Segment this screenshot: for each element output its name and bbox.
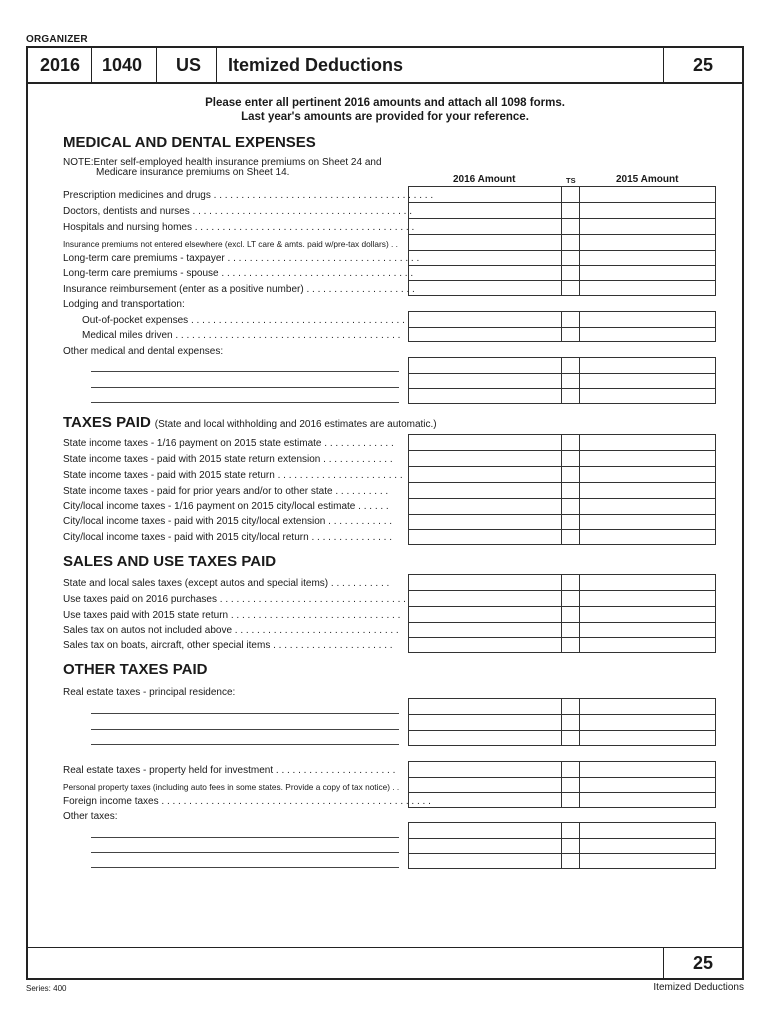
sales-item-label: State and local sales taxes (except autos and special items) . . . . . . . . . . . — [63, 578, 390, 589]
lodging-label: Lodging and transportation: — [63, 299, 185, 310]
taxes-item-label: City/local income taxes - 1/16 payment on 2015 city/local estimate . . . . . . — [63, 501, 389, 512]
header-sheet-number: 25 — [692, 55, 714, 75]
lodging-item-label: Out-of-pocket expenses . . . . . . . . . . . . . . . . . . . . . . . . . . . . . . . . . . . . . . . — [82, 315, 405, 326]
sales-amount-grid[interactable] — [408, 574, 716, 653]
taxes-item-label: State income taxes - 1/16 payment on 2015 state estimate . . . . . . . . . . . . . — [63, 438, 394, 449]
other-taxes-line[interactable] — [91, 837, 399, 838]
medical-item-label: Insurance premiums not entered elsewhere (excl. LT care & amts. paid w/pre-tax dollars) . . — [63, 239, 398, 249]
intro-line-1: Please enter all pertinent 2016 amounts and attach all 1098 forms. — [205, 97, 565, 109]
medical-note-line-2: Medicare insurance premiums on Sheet 14. — [96, 167, 290, 178]
other-medical-line[interactable] — [91, 402, 399, 403]
intro-line-2: Last year's amounts are provided for your reference. — [241, 111, 529, 123]
footer-sheet-number: 25 — [692, 953, 714, 973]
header-jurisdiction: US — [176, 55, 202, 75]
other-taxes-lines-grid[interactable] — [408, 822, 716, 869]
sales-item-label: Use taxes paid on 2016 purchases . . . . . . . . . . . . . . . . . . . . . . . . . . . . . . . . . . — [63, 594, 406, 605]
taxes-item-label: City/local income taxes - paid with 2015 city/local return . . . . . . . . . . . . . . . — [63, 532, 393, 543]
taxes-item-label: State income taxes - paid with 2015 state return extension . . . . . . . . . . . . . — [63, 454, 393, 465]
header-year: 2016 — [40, 55, 81, 75]
header-title: Itemized Deductions — [228, 55, 404, 75]
medical-item-label: Prescription medicines and drugs . . . . . . . . . . . . . . . . . . . . . . . . . . . . . . . . . . . . . . . . — [63, 190, 434, 201]
real-estate-line[interactable] — [91, 729, 399, 730]
taxes-item-label: State income taxes - paid with 2015 state return . . . . . . . . . . . . . . . . . . . . . . . — [63, 470, 403, 481]
medical-section-title: MEDICAL AND DENTAL EXPENSES — [63, 134, 316, 151]
column-header-2016: 2016 Amount — [453, 174, 516, 185]
other-taxes-line[interactable] — [91, 852, 399, 853]
medical-item-label: Doctors, dentists and nurses . . . . . . . . . . . . . . . . . . . . . . . . . . . . . . . . . . . . . . . . — [63, 206, 412, 217]
sales-section-title: SALES AND USE TAXES PAID — [63, 553, 277, 570]
other-medical-line[interactable] — [91, 387, 399, 388]
sales-item-label: Sales tax on boats, aircraft, other special items . . . . . . . . . . . . . . . . . . . . . . — [63, 640, 393, 651]
other-taxes-item-label: Personal property taxes (including auto fees in some states. Provide a copy of tax notice) . . — [63, 782, 400, 792]
other-medical-amount-grid[interactable] — [408, 357, 716, 404]
real-estate-line[interactable] — [91, 744, 399, 745]
medical-item-label: Long-term care premiums - spouse . . . . . . . . . . . . . . . . . . . . . . . . . . . . . . . . . . . — [63, 268, 414, 279]
taxes-section-title: TAXES PAID (State and local withholding and 2016 estimates are automatic.) — [63, 414, 437, 431]
real-estate-line[interactable] — [91, 713, 399, 714]
taxes-item-label: State income taxes - paid for prior years and/or to other state . . . . . . . . . . — [63, 486, 389, 497]
form-footer — [28, 947, 742, 978]
footer-title: Itemized Deductions — [653, 982, 744, 993]
medical-item-label: Insurance reimbursement (enter as a positive number) . . . . . . . . . . . . . . . . . . . . — [63, 284, 415, 295]
form-header — [28, 48, 742, 84]
taxes-amount-grid[interactable] — [408, 434, 716, 545]
sales-item-label: Use taxes paid with 2015 state return . . . . . . . . . . . . . . . . . . . . . . . . . . . . . . . — [63, 610, 401, 621]
lodging-item-label: Medical miles driven . . . . . . . . . . . . . . . . . . . . . . . . . . . . . . . . . . . . . . . . . — [82, 330, 401, 341]
medical-item-label: Long-term care premiums - taxpayer . . . . . . . . . . . . . . . . . . . . . . . . . . . . . . . . . . . — [63, 253, 420, 264]
lodging-amount-grid[interactable] — [408, 311, 716, 342]
other-taxes-label: Other taxes: — [63, 811, 118, 822]
medical-item-label: Hospitals and nursing homes . . . . . . . . . . . . . . . . . . . . . . . . . . . . . . . . . . . . . . . . — [63, 222, 415, 233]
other-taxes-line[interactable] — [91, 867, 399, 868]
column-header-ts: TS — [566, 176, 576, 185]
column-header-2015: 2015 Amount — [616, 174, 679, 185]
real-estate-amount-grid[interactable] — [408, 698, 716, 746]
medical-amount-grid[interactable] — [408, 186, 716, 296]
other-medical-label: Other medical and dental expenses: — [63, 346, 224, 357]
taxes-item-label: City/local income taxes - paid with 2015 city/local extension . . . . . . . . . . . . — [63, 516, 393, 527]
organizer-label: ORGANIZER — [26, 34, 88, 45]
taxes-section-note: (State and local withholding and 2016 estimates are automatic.) — [154, 419, 437, 430]
other-taxes-item-label: Real estate taxes - property held for investment . . . . . . . . . . . . . . . . . . . . . . — [63, 765, 396, 776]
medical-note-line-1: NOTE:Enter self-employed health insurance premiums on Sheet 24 and — [63, 157, 382, 168]
header-form: 1040 — [102, 55, 143, 75]
other-taxes-item-label: Foreign income taxes . . . . . . . . . . . . . . . . . . . . . . . . . . . . . . . . . . . . . . . . . . . . . . . . . — [63, 796, 431, 807]
real-estate-principal-label: Real estate taxes - principal residence: — [63, 687, 236, 698]
sales-item-label: Sales tax on autos not included above . . . . . . . . . . . . . . . . . . . . . . . . . . . . . . — [63, 625, 399, 636]
series-label: Series: 400 — [26, 984, 67, 993]
other-medical-line[interactable] — [91, 371, 399, 372]
other-taxes-amount-grid[interactable] — [408, 761, 716, 808]
other-taxes-section-title: OTHER TAXES PAID — [63, 661, 208, 678]
